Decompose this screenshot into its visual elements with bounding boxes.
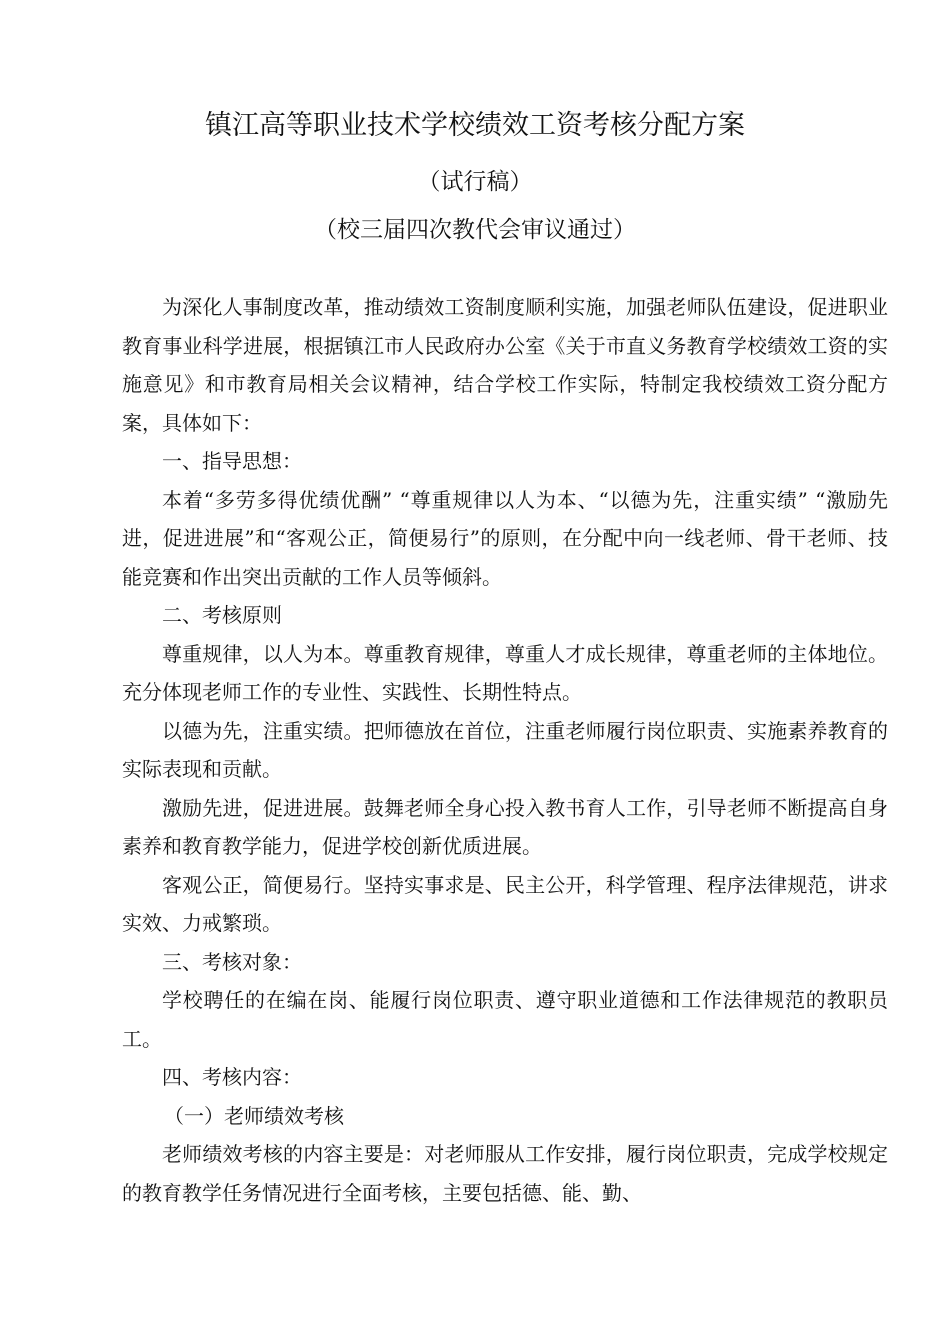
section-4-subsection-1-body: 老师绩效考核的内容主要是：对老师服从工作安排，履行岗位职责，完成学校规定的教育教学任务情况进行全面考核，主要包括德、能、勤、 (122, 1142, 888, 1205)
section-4-subsection-1-heading: （一）老师绩效考核 (164, 1103, 344, 1128)
document-subtitle-draft: （试行稿） (417, 169, 533, 195)
principle-2-paragraph: 以德为先，注重实绩。把师德放在首位，注重老师履行岗位职责、实施素养教育的实际表现和贡献。 (122, 718, 888, 781)
intro-paragraph: 为深化人事制度改革，推动绩效工资制度顺利实施，加强老师队伍建设，促进职业教育事业科学进展，根据镇江市人民政府办公室《关于市直义务教育学校绩效工资的实施意见》和市教育局相关会议精神，结合学校工作实际，特制定我校绩效工资分配方案，具体如下： (122, 295, 888, 435)
section-3-body: 学校聘任的在编在岗、能履行岗位职责、遵守职业道德和工作法律规范的教职员工。 (122, 988, 888, 1051)
document-subtitle-approval: （校三届四次教代会审议通过） (314, 217, 636, 243)
principle-3-paragraph: 激励先进，促进进展。鼓舞老师全身心投入教书育人工作，引导老师不断提高自身素养和教育教学能力，促进学校创新优质进展。 (122, 795, 888, 858)
principle-4-paragraph: 客观公正，简便易行。坚持实事求是、民主公开，科学管理、程序法律规范，讲求实效、力戒繁琐。 (122, 872, 888, 935)
principle-1-paragraph: 尊重规律，以人为本。尊重教育规律，尊重人才成长规律，尊重老师的主体地位。充分体现老师工作的专业性、实践性、长期性特点。 (122, 641, 888, 704)
document-body (122, 288, 888, 1212)
section-4-heading: 四、考核内容： (162, 1065, 302, 1089)
section-1-heading: 一、指导思想： (162, 449, 302, 473)
document-title: 镇江高等职业技术学校绩效工资考核分配方案 (205, 110, 745, 141)
section-2-heading: 二、考核原则 (162, 603, 282, 627)
section-1-body: 本着“多劳多得优绩优酬” “尊重规律以人为本、“以德为先，注重实绩” “激励先进，促进进展”和“客观公正，简便易行”的原则，在分配中向一线老师、骨干老师、技能竞赛和作出突出贡献的工作人员等倾斜。 (122, 487, 888, 589)
section-3-heading: 三、考核对象： (162, 949, 302, 974)
